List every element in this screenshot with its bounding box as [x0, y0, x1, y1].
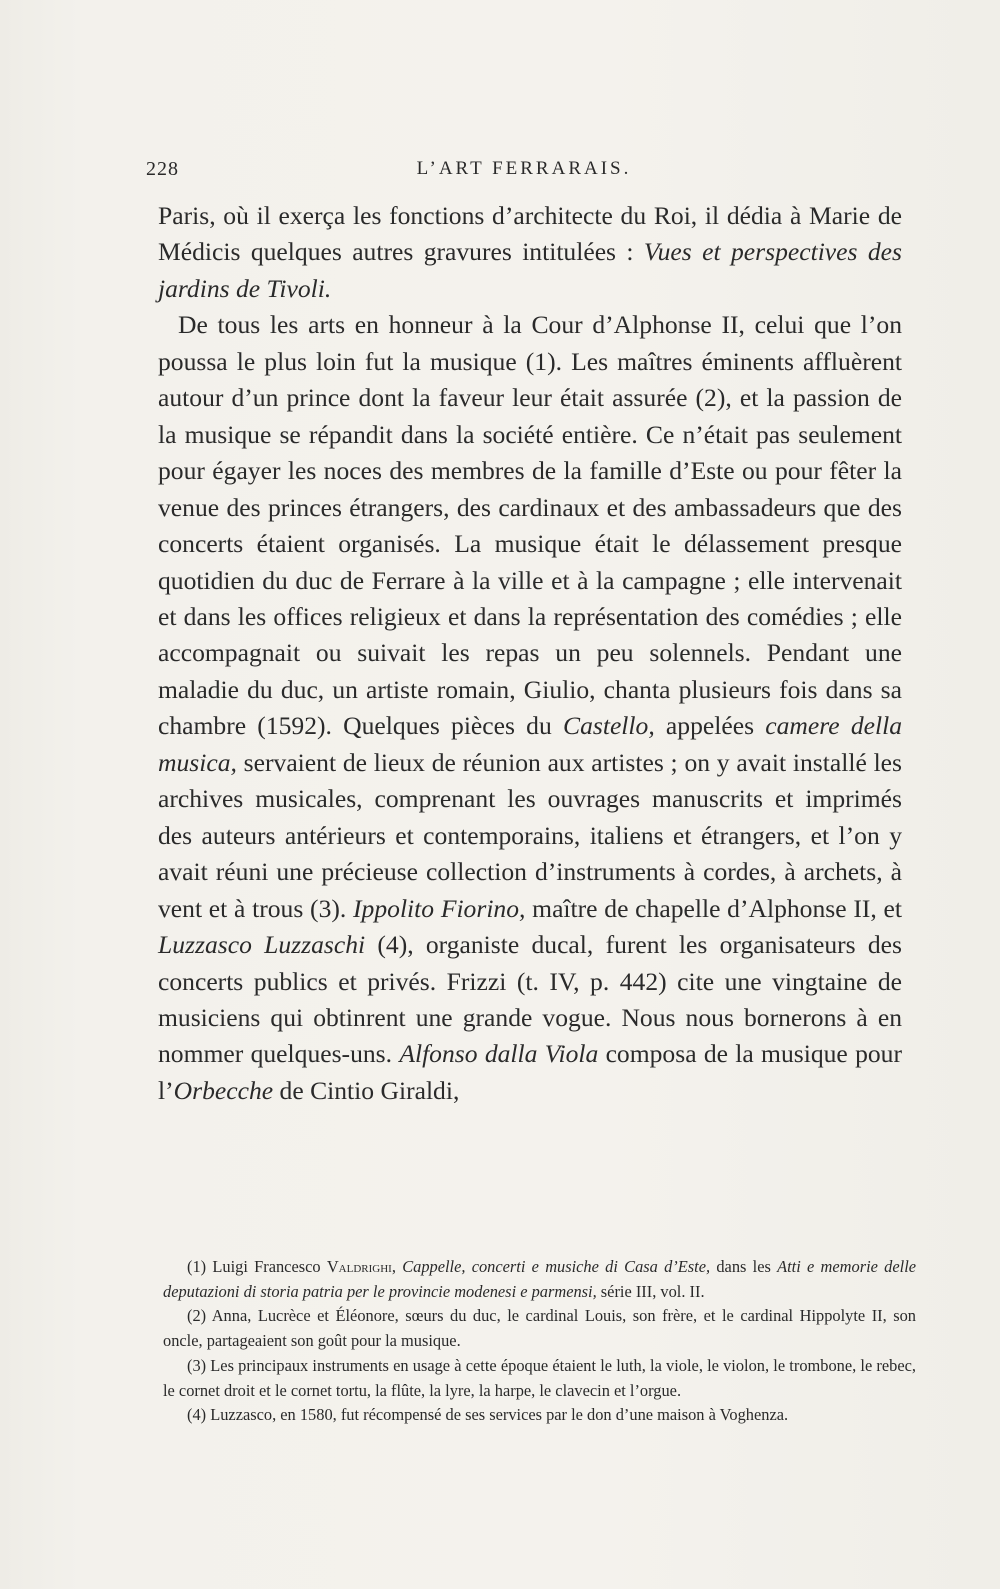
author-name: Valdrighi — [326, 1257, 392, 1276]
text-run: (1) Luigi Francesco — [187, 1257, 327, 1276]
italic-name: Alfonso dalla Viola — [399, 1039, 599, 1069]
paragraph-2 — [158, 307, 902, 1109]
text-run: appelées — [654, 711, 766, 741]
italic-title: Cappelle, concerti e musiche di Casa d’Este, — [402, 1257, 711, 1276]
text-run: De tous les arts en honneur à la Cour d’Alphonse II, celui que l’on poussa le plus loin fut la musique (1). Les maîtres éminents affluèrent autour d’un prince dont la faveur leur était assurée (2), et la passion de la musique se répandit dans la société entière. Ce n’était pas seulement pour égayer les noces des membres de la famille d’Este ou pour fêter la venue des princes étrangers, des cardinaux et des ambassadeurs que des concerts étaient organisés. La musique était le délassement presque quotidien du duc de Ferrare à la ville et à la campagne ; elle intervenait et dans les offices religieux et dans la représentation des comédies ; elle accompagnait ou suivait les repas un peu solennels. Pendant une maladie du duc, un artiste romain, Giulio, chanta plusieurs fois dans sa chambre (1592). Quelques pièces du — [158, 310, 902, 741]
footnote-4 — [163, 1403, 916, 1428]
italic-term: camere della musica, — [158, 711, 903, 777]
page-number: 228 — [146, 158, 179, 180]
text-run: dans les — [710, 1257, 778, 1276]
main-text — [158, 198, 902, 1109]
italic-title: Orbecche — [173, 1075, 274, 1105]
text-run: Paris, où il exerça les fonctions d’architecte du Roi, il dédia à Marie de Médicis quelques autres gravures intitulées : — [158, 201, 902, 267]
text-run: série III, vol. II. — [596, 1281, 705, 1301]
footnote-1 — [163, 1255, 916, 1304]
footnote-3 — [163, 1354, 916, 1403]
running-title: L’ART FERRARAIS. — [416, 158, 632, 179]
paragraph-1 — [158, 198, 902, 307]
text-run: (4) Luzzasco, en 1580, fut récompensé de ses services par le don d’une maison à Voghenza. — [187, 1405, 789, 1425]
italic-title: Vues et perspectives des jardins de Tivoli. — [158, 237, 902, 303]
text-run: , — [391, 1257, 403, 1276]
italic-title: Atti e memorie delle deputazioni di storia patria per le provincie modenesi e parmensi, — [163, 1257, 917, 1301]
text-run: composa de la musique pour l’ — [158, 1039, 902, 1105]
text-run: de Cintio Giraldi, — [273, 1075, 460, 1105]
page-header — [146, 158, 902, 188]
footnote-2 — [163, 1304, 916, 1353]
text-run: (3) Les principaux instruments en usage à cette époque étaient le luth, la viole, le violon, le trombone, le rebec, le cornet droit et le cornet tortu, la flûte, la lyre, la harpe, le clavecin et l’orgue. — [163, 1355, 916, 1400]
text-run: (4), organiste ducal, furent les organisateurs des concerts publics et privés. Frizzi (t. IV, p. 442) cite une vingtaine de musiciens qui obtinrent une grande vogue. Nous nous bornerons à en nommer quelques-uns. — [158, 930, 902, 1069]
text-run: servaient de lieux de réunion aux artistes ; on y avait installé les archives musicales, comprenant les ouvrages manuscrits et imprimés des auteurs antérieurs et contemporains, italiens et étrangers, et l’on y avait réuni une précieuse collection d’instruments à cordes, à archets, à vent et à trous (3). — [158, 747, 902, 923]
italic-name: Ippolito Fiorino, — [353, 893, 526, 923]
italic-term: Castello, — [563, 711, 655, 741]
italic-name: Luzzasco Luzzaschi — [158, 930, 366, 960]
text-run: maître de chapelle d’Alphonse II, et — [525, 893, 902, 923]
footnotes — [163, 1255, 916, 1428]
text-run: (2) Anna, Lucrèce et Éléonore, sœurs du duc, le cardinal Louis, son frère, et le cardinal Hippolyte II, son oncle, partageaient son goût pour la musique. — [163, 1306, 916, 1351]
